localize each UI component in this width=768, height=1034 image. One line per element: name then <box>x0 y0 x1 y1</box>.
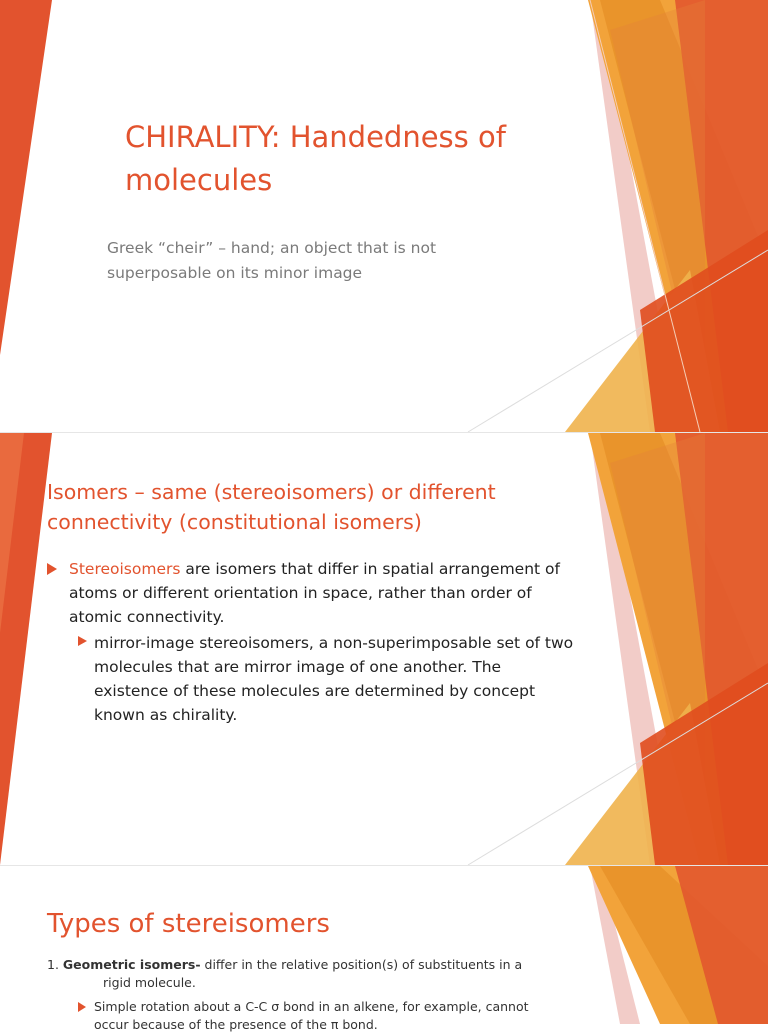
slide-2 <box>0 433 768 865</box>
slide-1 <box>0 0 768 432</box>
geometric-isomers-definition: differ in the relative position(s) of substituents in a <box>200 957 523 972</box>
bullet-arrow-icon <box>78 1002 86 1012</box>
slide-1-subtitle: Greek “cheir” – hand; an object that is not superposable on its minor image <box>107 239 437 282</box>
slide-3-title: Types of stereisomers <box>47 909 330 939</box>
item-number: 1. <box>47 957 63 972</box>
slide-1-title: CHIRALITY: Handedness of molecules <box>125 120 506 197</box>
rotation-text: Simple rotation about a C-C σ bond in an alkene, for example, cannot occur because of the presence of the π bond. <box>94 999 529 1032</box>
bullet-rotation <box>78 998 548 1034</box>
bullet-arrow-icon <box>47 563 57 575</box>
geometric-isomers-item <box>47 956 547 992</box>
slide-1-decoration <box>0 0 768 432</box>
mirror-image-text: mirror-image stereoisomers, a non-superimposable set of two molecules that are mirror image of one another. The existence of these molecules are determined by concept known as chirality. <box>94 634 574 724</box>
slide-2-title: Isomers – same (stereoisomers) or different connectivity (constitutional isomers) <box>47 480 496 534</box>
bullet-stereoisomers <box>47 557 567 629</box>
stereoisomers-definition: are isomers that differ in spatial arrangement of atoms or different orientation in space, rather than order of atomic connectivity. <box>69 560 560 626</box>
stereoisomers-term: Stereoisomers <box>69 560 181 578</box>
bullet-mirror-image <box>78 631 578 727</box>
left-orange-triangle <box>0 0 52 355</box>
geometric-isomers-continuation: rigid molecule. <box>103 975 196 990</box>
bullet-arrow-icon <box>78 636 87 646</box>
slide-3 <box>0 866 768 1032</box>
geometric-isomers-term: Geometric isomers- <box>62 957 201 972</box>
